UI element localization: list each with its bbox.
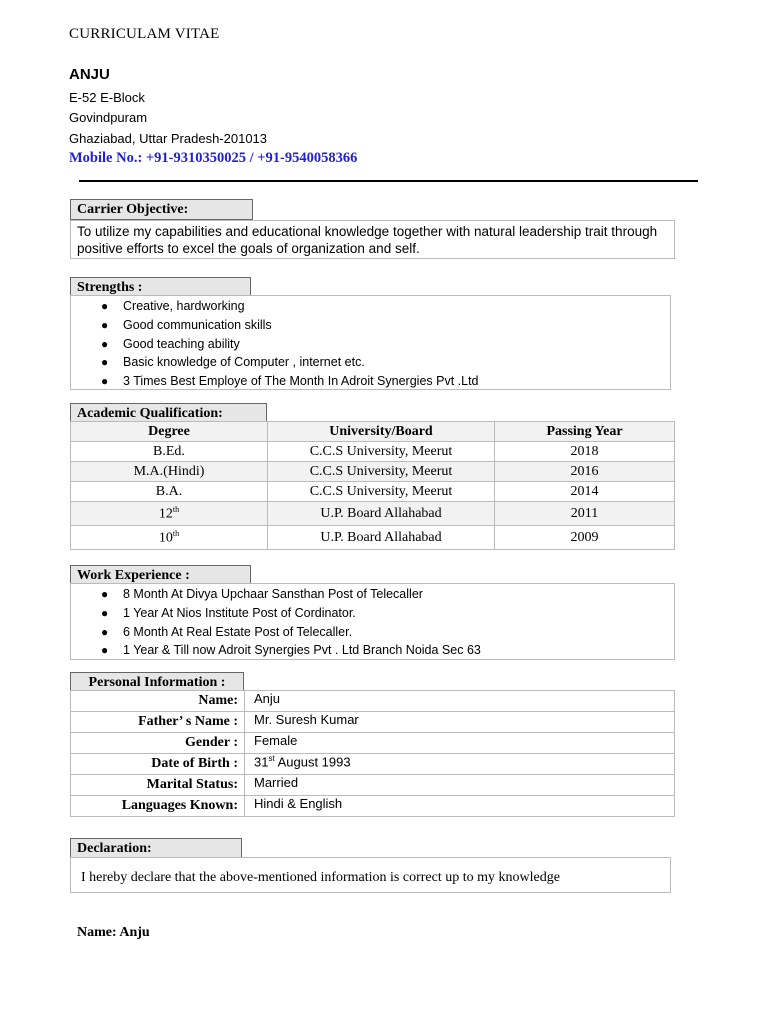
address-line-3: Ghaziabad, Uttar Pradesh-201013 [69, 131, 268, 146]
table-header-row [71, 422, 675, 442]
declaration-text: I hereby declare that the above-mentioned information is correct up to my knowledge [81, 870, 560, 885]
field-value: Female [245, 733, 675, 754]
table-row [71, 462, 675, 482]
bullet-icon: ● [101, 587, 109, 601]
year-cell: 2016 [495, 462, 675, 482]
objective-box [70, 220, 675, 259]
work-box [70, 583, 675, 660]
column-header: Passing Year [495, 422, 675, 442]
table-row [71, 502, 675, 526]
bullet-icon: ● [101, 299, 109, 313]
column-header: Degree [71, 422, 268, 442]
strengths-list [71, 297, 670, 391]
declaration-box [70, 857, 671, 893]
academic-table-wrap [70, 421, 675, 550]
field-label: Father’ s Name : [71, 712, 245, 733]
bullet-icon: ● [101, 643, 109, 658]
bullet-icon: ● [101, 624, 109, 639]
list-item: ● 3 Times Best Employe of The Month In Adroit Synergies Pvt .Ltd [71, 372, 670, 391]
mobile-numbers: Mobile No.: +91-9310350025 / +91-9540058366 [69, 150, 358, 166]
bullet-icon: ● [101, 317, 109, 332]
address-line-1: E-52 E-Block [69, 90, 145, 105]
degree-cell: 12th [71, 502, 268, 526]
field-label: Languages Known: [71, 796, 245, 817]
field-value: Married [245, 775, 675, 796]
field-value: Anju [245, 691, 675, 712]
field-label: Date of Birth : [71, 754, 245, 775]
document-title: CURRICULAM VITAE [69, 26, 220, 42]
table-row [71, 712, 675, 733]
academic-table [70, 421, 675, 550]
work-list [71, 585, 674, 660]
board-cell: C.C.S University, Meerut [268, 482, 495, 502]
degree-cell: M.A.(Hindi) [71, 462, 268, 482]
degree-cell: B.Ed. [71, 442, 268, 462]
candidate-name: ANJU [69, 66, 110, 83]
field-value: Hindi & English [245, 796, 675, 817]
year-cell: 2018 [495, 442, 675, 462]
bullet-icon: ● [101, 336, 109, 351]
personal-heading: Personal Information : [70, 672, 244, 691]
strengths-heading: Strengths : [70, 277, 251, 296]
objective-heading: Carrier Objective: [70, 199, 253, 220]
column-header: University/Board [268, 422, 495, 442]
year-cell: 2014 [495, 482, 675, 502]
degree-cell: B.A. [71, 482, 268, 502]
bullet-icon: ● [101, 374, 109, 389]
table-row [71, 733, 675, 754]
field-label: Marital Status: [71, 775, 245, 796]
list-item: ● Creative, hardworking [71, 297, 670, 316]
objective-text: To utilize my capabilities and educational knowledge together with natural leadership trait through positive efforts to excel the goals of organization and self. [77, 224, 658, 256]
academic-heading: Academic Qualification: [70, 403, 267, 422]
address-line-2: Govindpuram [69, 110, 148, 125]
field-label: Gender : [71, 733, 245, 754]
list-item: ● 1 Year & Till now Adroit Synergies Pvt . Ltd Branch Noida Sec 63 [71, 641, 674, 660]
degree-cell: 10th [71, 526, 268, 550]
header-divider [79, 180, 698, 182]
list-item: ● 1 Year At Nios Institute Post of Cordinator. [71, 604, 674, 623]
declaration-heading: Declaration: [70, 838, 242, 858]
bullet-icon: ● [101, 605, 109, 620]
bullet-icon: ● [101, 355, 109, 370]
table-row [71, 691, 675, 712]
table-row [71, 526, 675, 550]
list-item: ● Basic knowledge of Computer , internet etc. [71, 353, 670, 372]
table-row [71, 442, 675, 462]
field-value: Mr. Suresh Kumar [245, 712, 675, 733]
work-heading: Work Experience : [70, 565, 251, 584]
field-label: Name: [71, 691, 245, 712]
field-value: 31st August 1993 [245, 754, 675, 775]
table-row [71, 796, 675, 817]
list-item: ● 6 Month At Real Estate Post of Telecaller. [71, 623, 674, 642]
board-cell: C.C.S University, Meerut [268, 462, 495, 482]
table-row [71, 482, 675, 502]
year-cell: 2011 [495, 502, 675, 526]
strengths-box [70, 295, 671, 390]
signature-name: Name: Anju [77, 925, 150, 940]
board-cell: C.C.S University, Meerut [268, 442, 495, 462]
list-item: ● Good communication skills [71, 316, 670, 335]
list-item: ● 8 Month At Divya Upchaar Sansthan Post of Telecaller [71, 585, 674, 604]
list-item: ● Good teaching ability [71, 335, 670, 354]
personal-table-wrap [70, 690, 675, 817]
board-cell: U.P. Board Allahabad [268, 526, 495, 550]
board-cell: U.P. Board Allahabad [268, 502, 495, 526]
personal-table [70, 690, 675, 817]
table-row [71, 754, 675, 775]
year-cell: 2009 [495, 526, 675, 550]
table-row [71, 775, 675, 796]
